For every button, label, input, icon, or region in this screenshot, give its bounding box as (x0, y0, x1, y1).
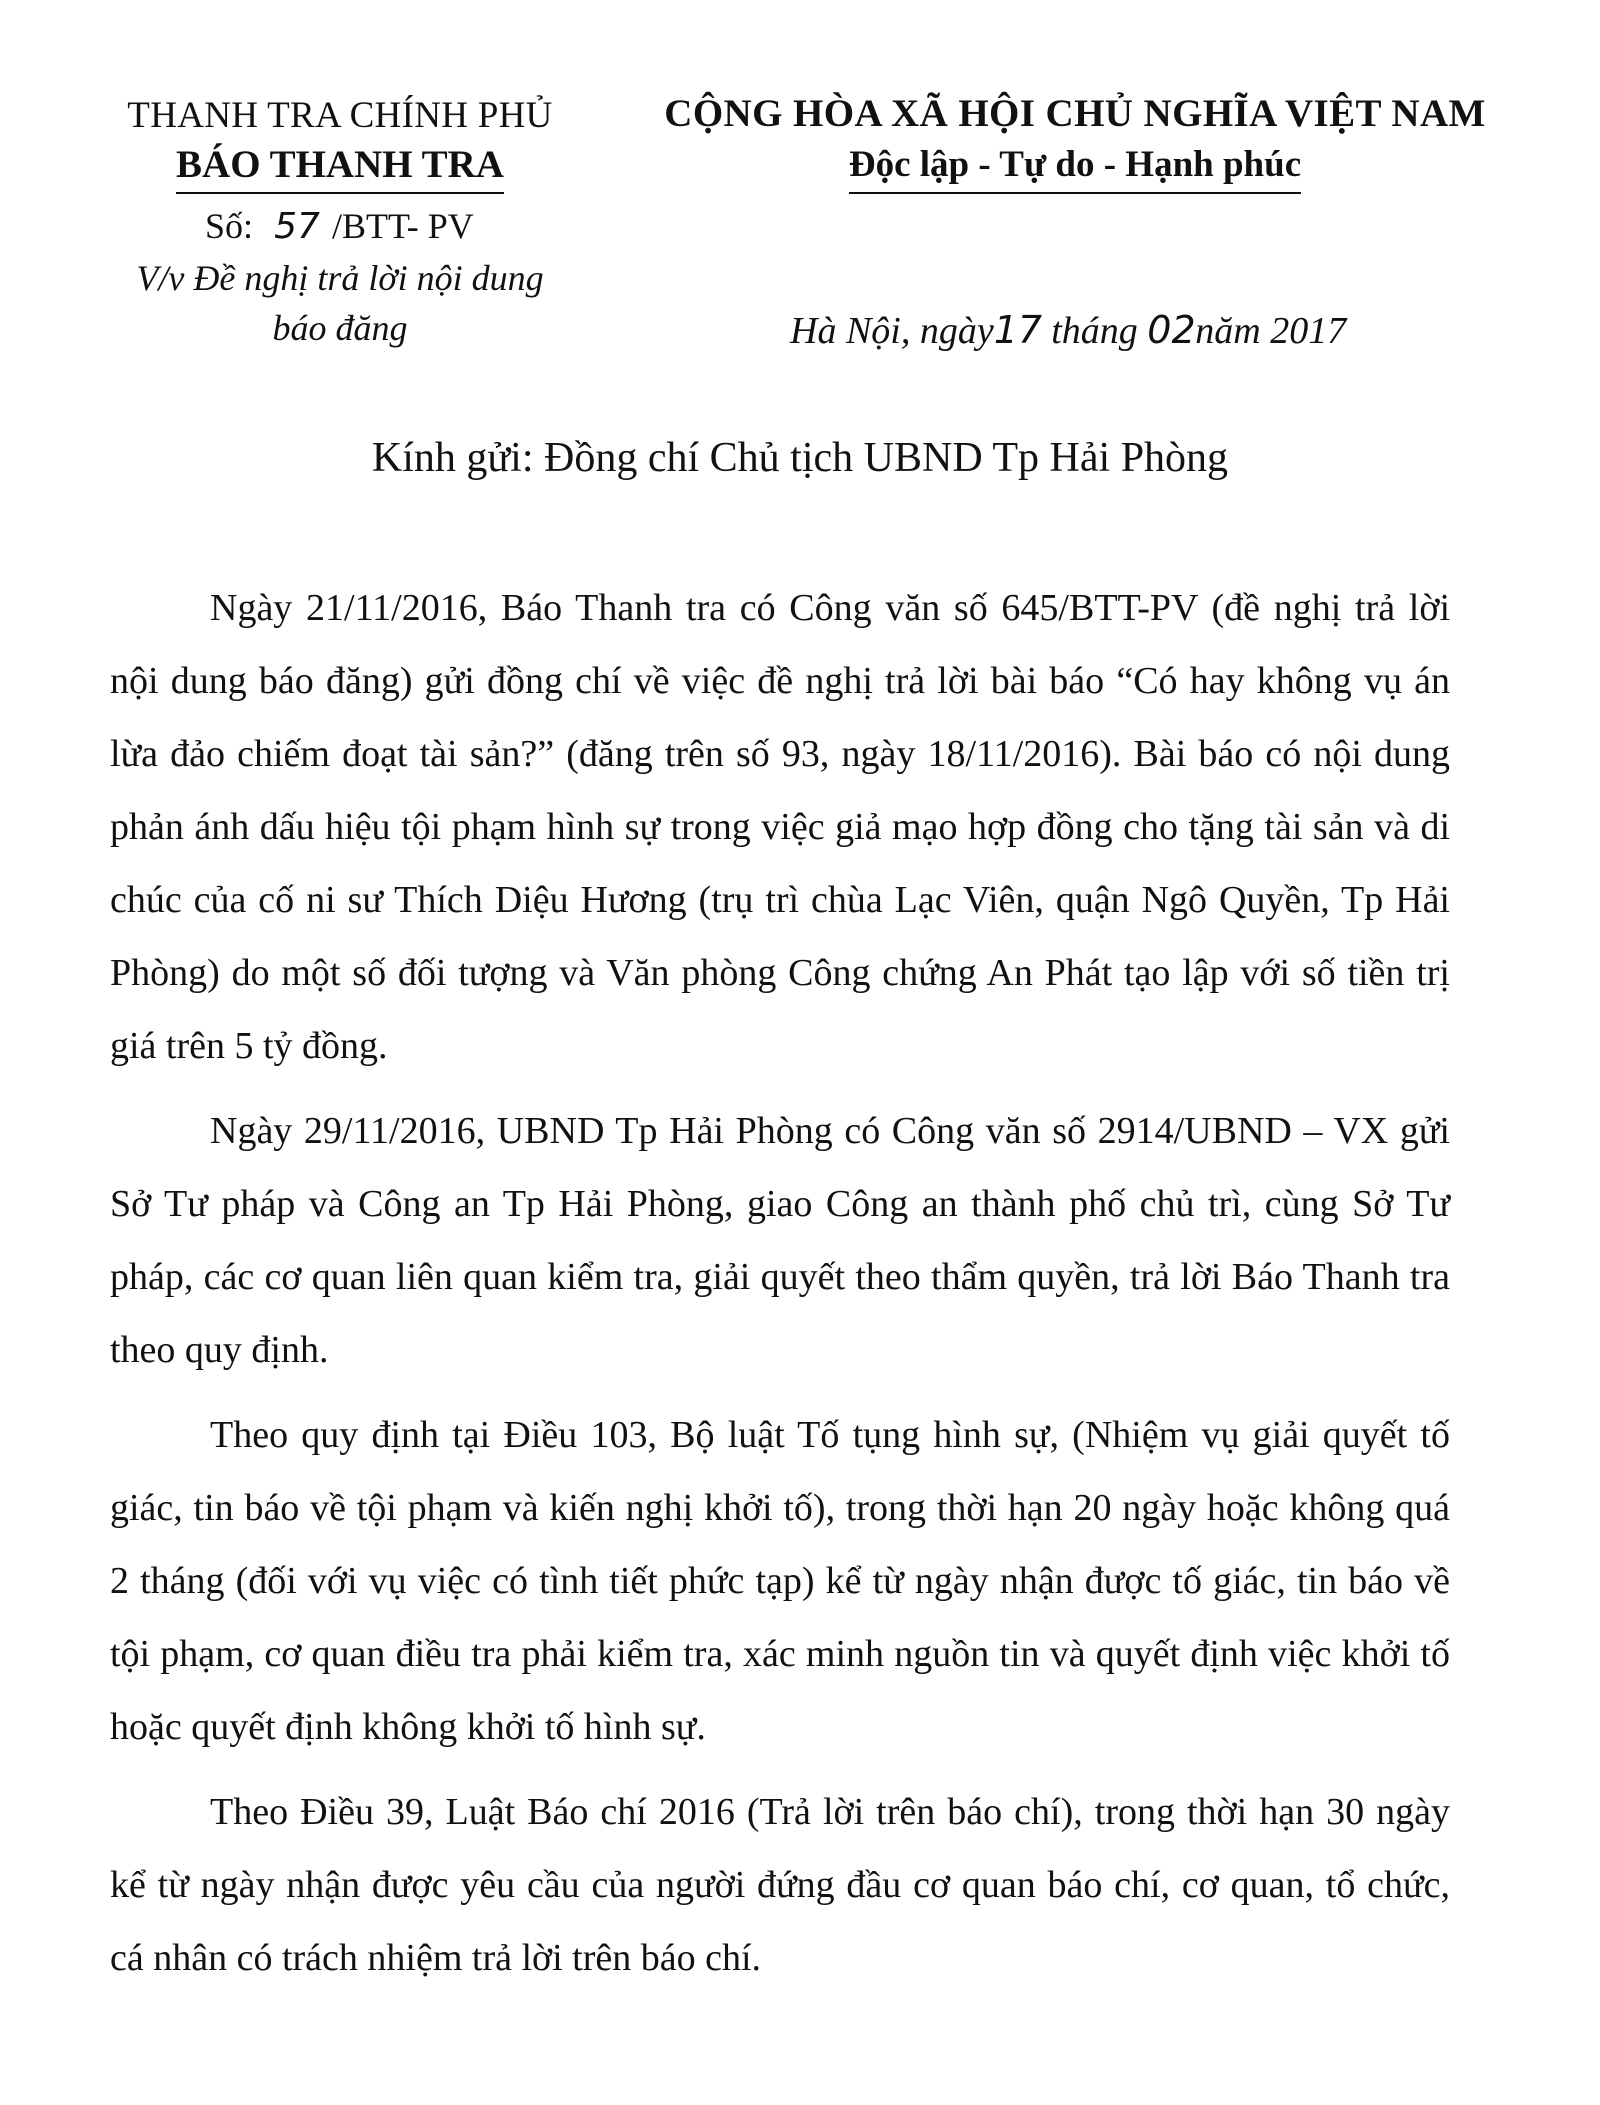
organization-name: BÁO THANH TRA (176, 140, 504, 194)
letter-body (110, 572, 1450, 2007)
document-number-suffix: /BTT- PV (332, 206, 474, 246)
subject-line-1: V/v Đề nghị trả lời nội dung (136, 258, 544, 298)
salutation: Kính gửi: Đồng chí Chủ tịch UBND Tp Hải Phòng (371, 435, 1229, 481)
date-day: 17 (993, 308, 1043, 352)
document-number (95, 200, 585, 253)
document-number-value: 57 (274, 206, 320, 247)
paragraph: Ngày 29/11/2016, UBND Tp Hải Phòng có Công văn số 2914/UBND – VX gửi Sở Tư pháp và Công an Tp Hải Phòng, giao Công an thành phố chủ trì, cùng Sở Tư pháp, các cơ quan liên quan kiểm tra, giải quyết theo thẩm quyền, trả lời Báo Thanh tra theo quy định. (110, 1110, 1450, 1371)
date-line (790, 305, 1560, 356)
parent-agency: THANH TRA CHÍNH PHỦ (127, 95, 553, 136)
issuing-agency-block (95, 92, 585, 353)
date-prefix: Hà Nội, ngày (790, 310, 994, 352)
date-year: năm 2017 (1195, 310, 1347, 352)
national-motto: Độc lập - Tự do - Hạnh phúc (849, 140, 1301, 194)
national-header-block (610, 88, 1540, 194)
paragraph: Theo Điều 39, Luật Báo chí 2016 (Trả lời trên báo chí), trong thời hạn 30 ngày kể từ ngày nhận được yêu cầu của người đứng đầu cơ quan báo chí, cơ quan, tổ chức, cá nhân có trách nhiệm trả lời trên báo chí. (110, 1791, 1450, 1979)
date-month: 02 (1147, 308, 1196, 352)
paragraph: Ngày 21/11/2016, Báo Thanh tra có Công văn số 645/BTT-PV (đề nghị trả lời nội dung báo đăng) gửi đồng chí về việc đề nghị trả lời bài báo “Có hay không vụ án lừa đảo chiếm đoạt tài sản?” (đăng trên số 93, ngày 18/11/2016). Bài báo có nội dung phản ánh dấu hiệu tội phạm hình sự trong việc giả mạo hợp đồng cho tặng tài sản và di chúc của cố ni sư Thích Diệu Hương (trụ trì chùa Lạc Viên, quận Ngô Quyền, Tp Hải Phòng) do một số đối tượng và Văn phòng Công chứng An Phát tạo lập với số tiền trị giá trên 5 tỷ đồng. (110, 587, 1450, 1067)
date-month-label: tháng (1051, 310, 1138, 352)
subject-line-2: báo đăng (272, 308, 408, 348)
national-title: CỘNG HÒA XÃ HỘI CHỦ NGHĨA VIỆT NAM (664, 92, 1486, 135)
document-number-prefix: Số: (205, 206, 254, 246)
paragraph: Theo quy định tại Điều 103, Bộ luật Tố tụng hình sự, (Nhiệm vụ giải quyết tố giác, tin báo về tội phạm và kiến nghị khởi tố), trong thời hạn 20 ngày hoặc không quá 2 tháng (đối với vụ việc có tình tiết phức tạp) kể từ ngày nhận được tố giác, tin báo về tội phạm, cơ quan điều tra phải kiểm tra, xác minh nguồn tin và quyết định việc khởi tố hoặc quyết định không khởi tố hình sự. (110, 1414, 1450, 1748)
